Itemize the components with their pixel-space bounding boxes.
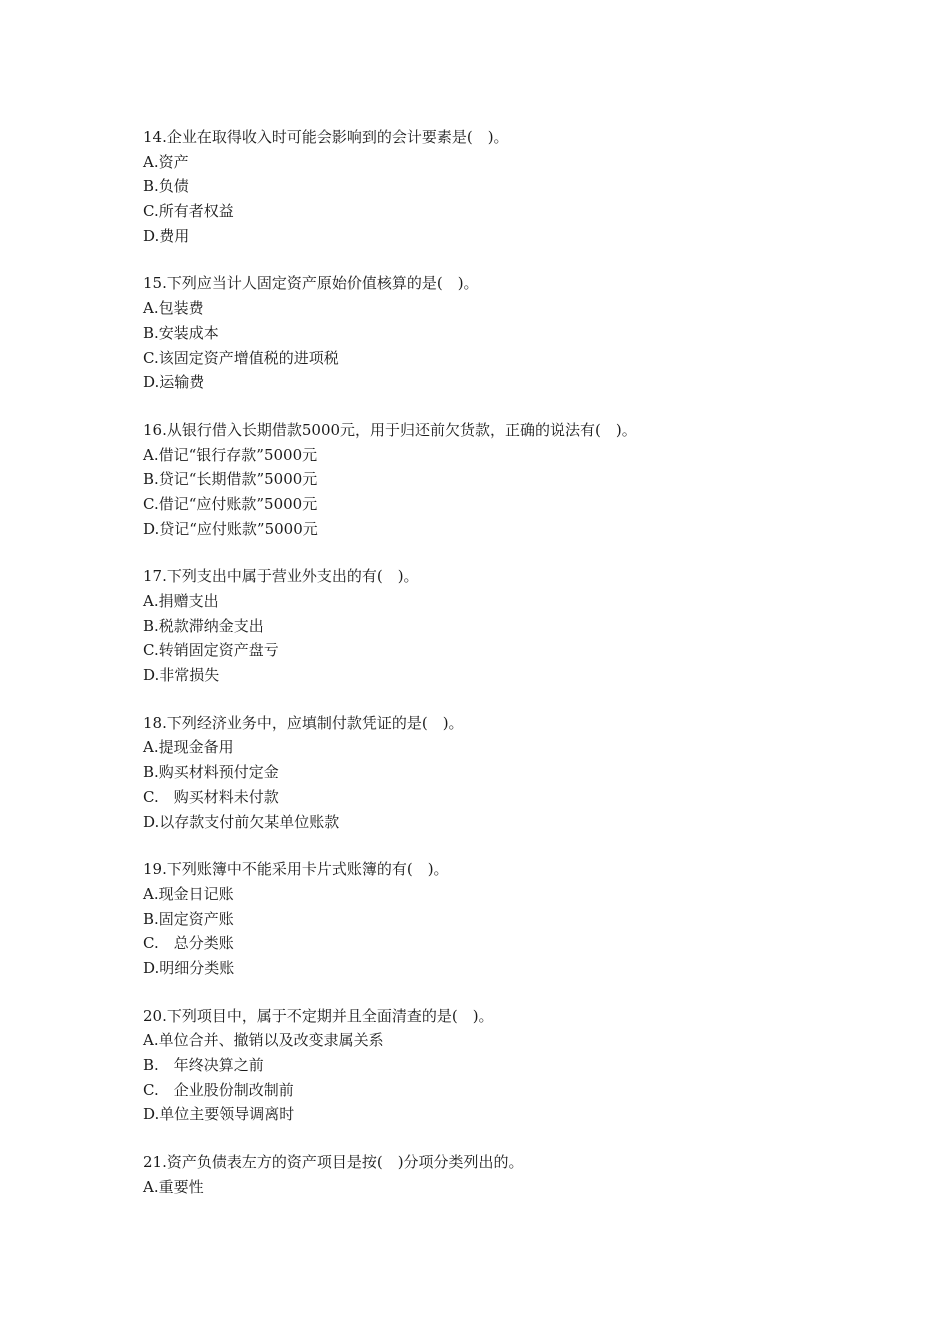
option-a: A.捐赠支出 [143,592,219,610]
question-17 [143,564,843,687]
option-c: C. 企业股份制改制前 [143,1080,294,1099]
option-b: B. 年终决算之前 [143,1056,264,1074]
question-text: 15.下列应当计人固定资产原始价值核算的是( )。 [143,274,479,293]
question-text: 14.企业在取得收入时可能会影响到的会计要素是( )。 [143,128,509,146]
option-b: B.贷记“长期借款”5000元 [143,470,318,489]
question-19 [143,857,843,980]
option-a: A.包装费 [143,299,204,318]
option-a: A.现金日记账 [143,884,234,903]
question-20 [143,1004,843,1127]
question-text: 16.从银行借入长期借款5000元，用于归还前欠货款，正确的说法有( )。 [143,420,637,439]
option-b: B.固定资产账 [143,909,234,928]
option-b: B.安装成本 [143,323,219,342]
option-a: A.资产 [143,152,189,171]
option-d: D.费用 [143,226,190,245]
option-a: A.重要性 [143,1177,204,1196]
option-a: A.单位合并、撤销以及改变隶属关系 [143,1031,384,1050]
option-c: C.该固定资产增值税的进项税 [143,348,339,367]
question-text: 20.下列项目中，属于不定期并且全面清查的是( )。 [143,1006,494,1025]
option-b: B.税款滞纳金支出 [143,616,264,635]
option-b: B.负债 [143,177,189,196]
option-c: C.借记“应付账款”5000元 [143,494,318,513]
option-d: D.明细分类账 [143,958,235,977]
option-d: D.单位主要领导调离时 [143,1105,295,1124]
option-d: D.运输费 [143,373,205,392]
option-d: D.贷记“应付账款”5000元 [143,519,318,538]
question-14 [143,125,843,248]
option-c: C. 购买材料未付款 [143,787,279,806]
question-text: 21.资产负债表左方的资产项目是按( )分项分类列出的。 [143,1153,524,1172]
option-c: C.转销固定资产盘亏 [143,641,279,660]
question-18 [143,711,843,834]
option-c: C. 总分类账 [143,934,234,953]
question-16 [143,418,843,541]
option-b: B.购买材料预付定金 [143,763,279,782]
question-text: 17.下列支出中属于营业外支出的有( )。 [143,567,419,586]
option-d: D.非常损失 [143,666,220,685]
question-text: 18.下列经济业务中，应填制付款凭证的是( )。 [143,713,464,732]
question-15 [143,271,843,394]
document-page [143,125,843,1222]
option-d: D.以存款支付前欠某单位账款 [143,812,340,831]
question-text: 19.下列账簿中不能采用卡片式账簿的有( )。 [143,860,449,879]
option-a: A.借记“银行存款”5000元 [143,445,318,464]
question-21 [143,1150,843,1199]
option-a: A.提现金备用 [143,738,234,757]
option-c: C.所有者权益 [143,202,234,221]
